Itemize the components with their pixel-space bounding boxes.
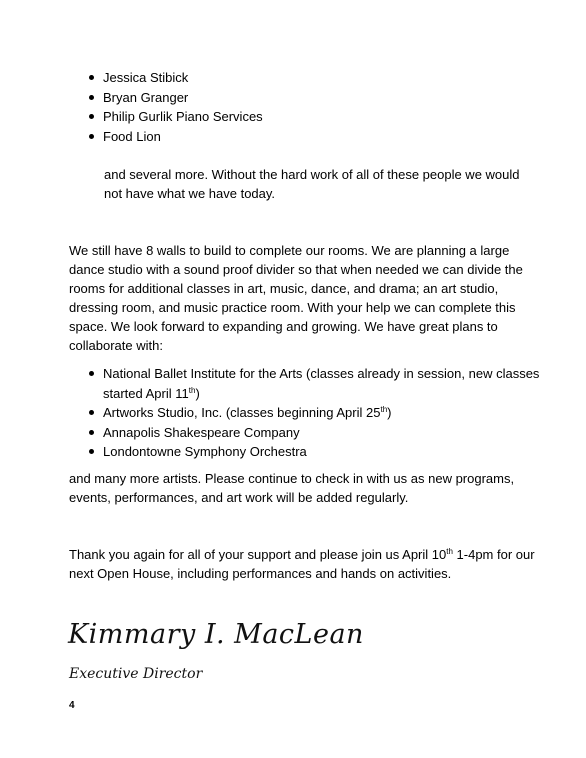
bullet-icon (89, 430, 94, 435)
walls-paragraph: We still have 8 walls to build to complete our rooms. We are planning a large dance studio with a sound proof divider so that when needed we can divide the rooms for additional classes in art, music, dance, and drama; an art studio, dressing room, and music practice room. With your help we can complete this space. We look forward to expanding and growing. We have great plans to collaborate with: (69, 243, 523, 353)
list-item: Bryan Granger (69, 88, 263, 108)
list-item: Philip Gurlik Piano Services (69, 107, 263, 127)
bullet-icon (89, 410, 94, 415)
supporters-list (69, 68, 263, 146)
collaborators-list (69, 364, 539, 462)
bullet-icon (89, 114, 94, 119)
list-item: Annapolis Shakespeare Company (69, 423, 539, 443)
list-item: National Ballet Institute for the Arts (classes already in session, new classes started April 11th) (69, 364, 539, 403)
list-item: Artworks Studio, Inc. (classes beginning April 25th) (69, 403, 539, 423)
page-number: 4 (69, 700, 75, 711)
bullet-icon (89, 95, 94, 100)
list-item: Londontowne Symphony Orchestra (69, 442, 539, 462)
signature: Kimmary I. MacLean (68, 619, 364, 650)
artists-paragraph: and many more artists. Please continue to check in with us as new programs, events, performances, and art work will be added regularly. (69, 471, 515, 505)
signer-title: Executive Director (69, 666, 203, 682)
bullet-icon (89, 134, 94, 139)
continued-paragraph: and several more. Without the hard work of all of these people we would not have what we have today. (104, 167, 520, 201)
thanks-paragraph: Thank you again for all of your support and please join us April 10th 1-4pm for our next Open House, including performances and hands on activities. (69, 547, 535, 581)
bullet-icon (89, 371, 94, 376)
list-item: Jessica Stibick (69, 68, 263, 88)
list-item: Food Lion (69, 127, 263, 147)
bullet-icon (89, 449, 94, 454)
bullet-icon (89, 75, 94, 80)
